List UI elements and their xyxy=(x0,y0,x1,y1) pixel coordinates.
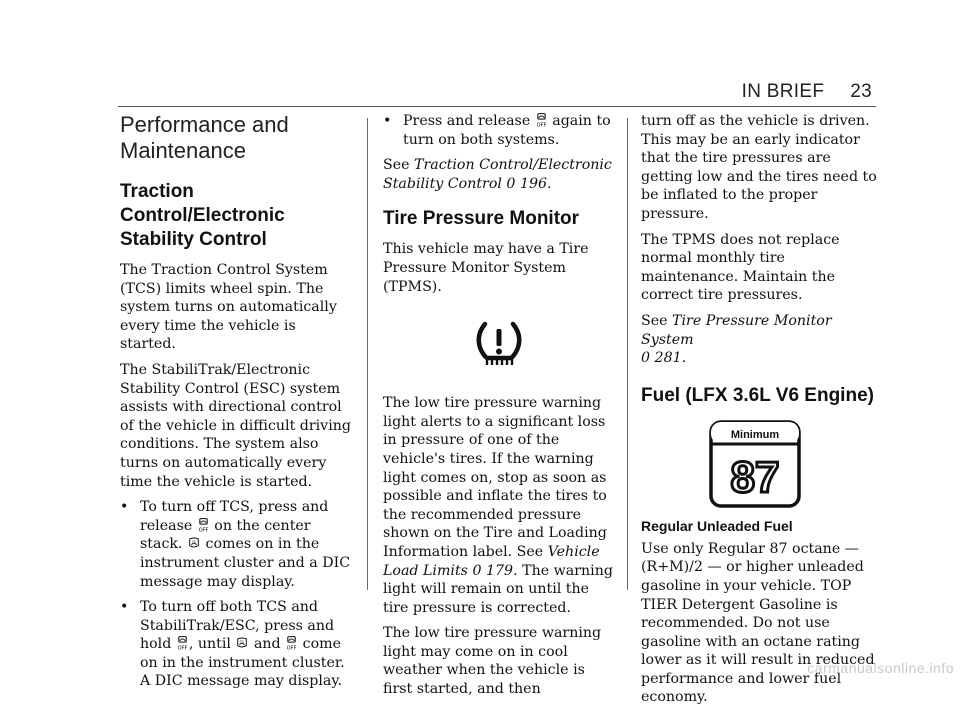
esc-off-indicator-icon xyxy=(286,636,297,651)
section-heading: Performance and Maintenance xyxy=(120,112,289,163)
paragraph: Use only Regular 87 octane — (R+M)/2 — or higher unleaded gasoline in your vehicle. TOP TIER Detergent Gasoline is recommended. Do not use gasoline with an octane rating lower as it will result in reduced performance and lower fuel economy. xyxy=(641,540,875,706)
subsection-heading: Traction Control/Electronic Stability Control xyxy=(120,181,285,250)
paragraph: This vehicle may have a Tire Pressure Monitor System (TPMS). xyxy=(383,241,589,295)
octane-label-icon xyxy=(709,420,801,508)
page-header xyxy=(742,81,872,103)
column-2 xyxy=(383,112,615,706)
reference-link[interactable]: Vehicle Load Limits xyxy=(383,543,600,579)
list-item: • To turn off both TCS and StabiliTrak/ESC, press and hold , until and come on in the instrument cluster. A DIC message may display. xyxy=(120,599,345,690)
list-item: • To turn off TCS, press and release on the center stack. comes on in the instrument cluster and a DIC message may display. xyxy=(120,499,351,590)
paragraph: The low tire pressure warning light alerts to a significant loss in pressure of one of the vehicle's tires. If the warning light comes on, stop as soon as possible and inflate the tires to the recommended pressure shown on the Tire and Loading Information label. See Vehicle Load Limits 0 179. The warning light will remain on until the tire pressure is corrected. xyxy=(383,395,613,616)
list-item: • Press and release again to turn on both systems. xyxy=(383,113,611,148)
paragraph: The TPMS does not replace normal monthly tire maintenance. Maintain the correct tire pressures. xyxy=(641,231,840,304)
traction-indicator-icon xyxy=(236,637,248,651)
subsection-heading: Fuel (LFX 3.6L V6 Engine) xyxy=(641,384,874,406)
cross-reference: See Tire Pressure Monitor System 0 281. xyxy=(641,312,832,367)
paragraph: The Traction Control System (TCS) limits wheel spin. The system turns on automatically every time the vehicle is started. xyxy=(120,262,337,353)
traction-off-button-icon xyxy=(536,113,547,128)
traction-off-button-icon xyxy=(198,518,209,533)
paragraph: The low tire pressure warning light may come on in cool weather when the vehicle is first started, and then xyxy=(383,625,602,698)
header-rule xyxy=(118,106,876,107)
page-number: 23 xyxy=(850,81,872,102)
column-divider xyxy=(367,118,368,590)
tire-pressure-warning-icon xyxy=(473,318,525,368)
paragraph: The StabiliTrak/Electronic Stability Control (ESC) system assists with directional control of the vehicle in difficult driving conditions. The system also turns on automatically every time the vehicle is started. xyxy=(120,361,351,490)
octane-number: 87 xyxy=(730,452,780,502)
traction-off-button-icon xyxy=(177,636,188,651)
section-title: IN BRIEF xyxy=(741,81,825,102)
paragraph: turn off as the vehicle is driven. This may be an early indicator that the tire pressures are getting low and the tires need to be inflated to the proper pressure. xyxy=(641,113,877,222)
reference-link[interactable]: Traction Control/Electronic Stability Control xyxy=(383,157,612,192)
subsection-heading: Tire Pressure Monitor xyxy=(383,208,580,230)
column-1 xyxy=(120,112,352,698)
column-3 xyxy=(641,112,881,714)
cross-reference: See Traction Control/Electronic Stability Control 0 196. xyxy=(383,157,612,192)
column-divider xyxy=(627,118,628,590)
fuel-subheading: Regular Unleaded Fuel xyxy=(641,517,793,534)
traction-indicator-icon xyxy=(188,537,200,551)
fuel-label-minimum: Minimum xyxy=(730,428,780,441)
reference-link[interactable]: Tire Pressure Monitor System xyxy=(641,312,832,348)
watermark: carmanualsonline.info xyxy=(807,660,954,676)
